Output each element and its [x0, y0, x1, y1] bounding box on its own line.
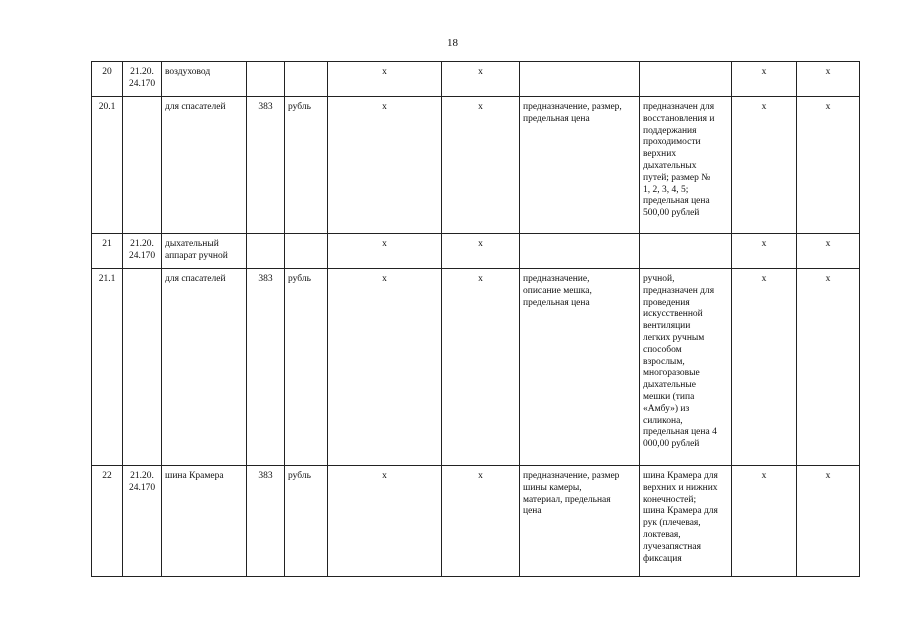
function-cell: х — [797, 466, 860, 577]
characteristic-value-cell: шина Крамера для верхних и нижних конечностей; шина Крамера для рук (плечевая, локтевая, лучезапястная фиксация — [640, 466, 732, 577]
okpd-code-cell: 21.20. 24.170 — [123, 62, 162, 97]
okei-code-cell — [247, 234, 285, 269]
authority-value-cell: х — [442, 62, 520, 97]
characteristic-cell: предназначение, размер шины камеры, материал, предельная цена — [520, 466, 640, 577]
authority-requirement-cell: х — [328, 466, 442, 577]
okpd-code-cell: 21.20. 24.170 — [123, 234, 162, 269]
justification-cell: х — [732, 466, 797, 577]
table-row — [92, 269, 860, 466]
authority-value-cell: х — [442, 269, 520, 466]
okei-code-cell: 383 — [247, 97, 285, 234]
authority-value-cell: х — [442, 97, 520, 234]
justification-cell: х — [732, 234, 797, 269]
characteristic-cell — [520, 234, 640, 269]
okpd-code-cell — [123, 269, 162, 466]
justification-cell: х — [732, 97, 797, 234]
characteristic-cell: предназначение, размер, предельная цена — [520, 97, 640, 234]
table-row — [92, 62, 860, 97]
table-row — [92, 234, 860, 269]
item-name-cell: дыхательный аппарат ручной — [162, 234, 247, 269]
authority-requirement-cell: х — [328, 62, 442, 97]
unit-cell: рубль — [285, 269, 328, 466]
unit-cell: рубль — [285, 97, 328, 234]
row-number-cell: 20 — [92, 62, 123, 97]
characteristic-value-cell — [640, 62, 732, 97]
characteristic-cell — [520, 62, 640, 97]
authority-requirement-cell: х — [328, 97, 442, 234]
row-number-cell: 21.1 — [92, 269, 123, 466]
row-number-cell: 20.1 — [92, 97, 123, 234]
okpd-code-cell: 21.20. 24.170 — [123, 466, 162, 577]
table-row — [92, 97, 860, 234]
table-body — [92, 62, 860, 577]
item-name-cell: шина Крамера — [162, 466, 247, 577]
item-name-cell: для спасателей — [162, 269, 247, 466]
okpd-code-cell — [123, 97, 162, 234]
unit-cell — [285, 62, 328, 97]
okei-code-cell: 383 — [247, 269, 285, 466]
justification-cell: х — [732, 269, 797, 466]
function-cell: х — [797, 62, 860, 97]
okei-code-cell: 383 — [247, 466, 285, 577]
procurement-table — [91, 61, 860, 577]
function-cell: х — [797, 234, 860, 269]
okei-code-cell — [247, 62, 285, 97]
characteristic-value-cell: ручной, предназначен для проведения искусственной вентиляции легких ручным способом взрослым, многоразовые дыхательные мешки (типа «Амбу») из силикона, предельная цена 4 000,00 рублей — [640, 269, 732, 466]
characteristic-cell: предназначение, описание мешка, предельная цена — [520, 269, 640, 466]
authority-value-cell: х — [442, 466, 520, 577]
item-name-cell: для спасателей — [162, 97, 247, 234]
justification-cell: х — [732, 62, 797, 97]
unit-cell: рубль — [285, 466, 328, 577]
authority-requirement-cell: х — [328, 269, 442, 466]
unit-cell — [285, 234, 328, 269]
function-cell: х — [797, 97, 860, 234]
page-number: 18 — [447, 37, 458, 49]
authority-requirement-cell: х — [328, 234, 442, 269]
row-number-cell: 21 — [92, 234, 123, 269]
characteristic-value-cell — [640, 234, 732, 269]
table-row — [92, 466, 860, 577]
item-name-cell: воздуховод — [162, 62, 247, 97]
row-number-cell: 22 — [92, 466, 123, 577]
characteristic-value-cell: предназначен для восстановления и поддержания проходимости верхних дыхательных путей; размер № 1, 2, 3, 4, 5; предельная цена 500,00 рублей — [640, 97, 732, 234]
authority-value-cell: х — [442, 234, 520, 269]
function-cell: х — [797, 269, 860, 466]
